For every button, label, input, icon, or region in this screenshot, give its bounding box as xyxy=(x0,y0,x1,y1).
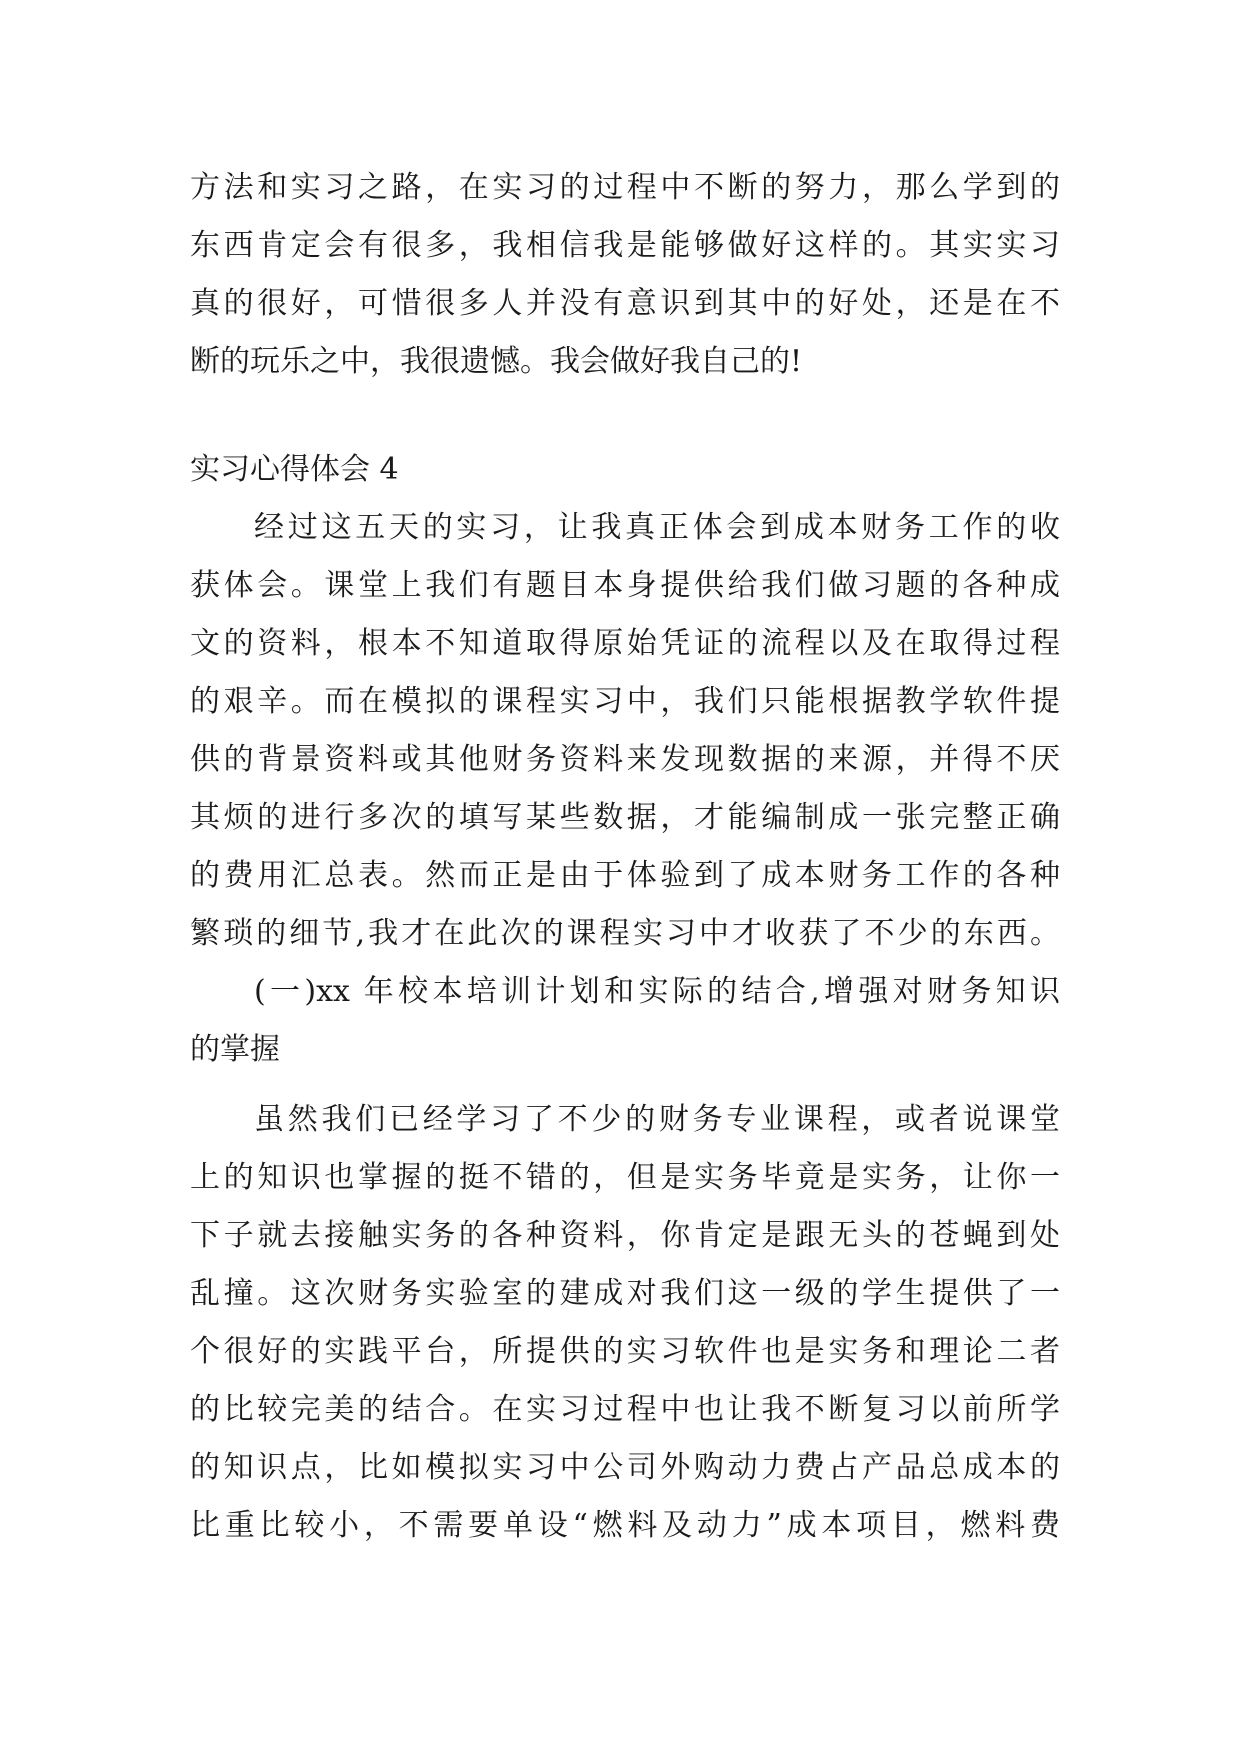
paragraph-4-line-6: 的比较完美的结合。在实习过程中也让我不断复习以前所学 xyxy=(190,1392,1060,1427)
paragraph-1-line-4: 断的玩乐之中，我很遗憾。我会做好我自己的! xyxy=(190,344,803,379)
paragraph-4-line-4: 乱撞。这次财务实验室的建成对我们这一级的学生提供了一 xyxy=(190,1276,1060,1311)
paragraph-2-line-7: 的费用汇总表。然而正是由于体验到了成本财务工作的各种 xyxy=(190,858,1060,893)
paragraph-2-line-6: 其烦的进行多次的填写某些数据，才能编制成一张完整正确 xyxy=(190,800,1060,835)
paragraph-1-line-1: 方法和实习之路，在实习的过程中不断的努力，那么学到的 xyxy=(190,170,1060,205)
paragraph-4-line-1: 虽然我们已经学习了不少的财务专业课程，或者说课堂 xyxy=(254,1102,1060,1137)
paragraph-2-line-4: 的艰辛。而在模拟的课程实习中，我们只能根据教学软件提 xyxy=(190,684,1060,719)
paragraph-2-line-8: 繁琐的细节,我才在此次的课程实习中才收获了不少的东西。 xyxy=(190,916,1060,951)
paragraph-2-line-2: 获体会。课堂上我们有题目本身提供给我们做习题的各种成 xyxy=(190,568,1060,603)
paragraph-4-line-7: 的知识点，比如模拟实习中公司外购动力费占产品总成本的 xyxy=(190,1450,1060,1485)
paragraph-4-line-2: 上的知识也掌握的挺不错的，但是实务毕竟是实务，让你一 xyxy=(190,1160,1060,1195)
paragraph-2-line-1: 经过这五天的实习，让我真正体会到成本财务工作的收 xyxy=(254,510,1060,545)
paragraph-1-line-2: 东西肯定会有很多，我相信我是能够做好这样的。其实实习 xyxy=(190,228,1060,263)
paragraph-4-line-3: 下子就去接触实务的各种资料，你肯定是跟无头的苍蝇到处 xyxy=(190,1218,1060,1253)
paragraph-2-line-5: 供的背景资料或其他财务资料来发现数据的来源，并得不厌 xyxy=(190,742,1060,777)
section-heading: 实习心得体会 4 xyxy=(190,452,399,487)
paragraph-2-line-3: 文的资料，根本不知道取得原始凭证的流程以及在取得过程 xyxy=(190,626,1060,661)
paragraph-1-line-3: 真的很好，可惜很多人并没有意识到其中的好处，还是在不 xyxy=(190,286,1060,321)
paragraph-4-line-8: 比重比较小，不需要单设“燃料及动力”成本项目，燃料费 xyxy=(190,1508,1060,1543)
paragraph-3-line-1: (一)xx 年校本培训计划和实际的结合,增强对财务知识 xyxy=(254,974,1060,1009)
paragraph-4-line-5: 个很好的实践平台，所提供的实习软件也是实务和理论二者 xyxy=(190,1334,1060,1369)
paragraph-3-line-2: 的掌握 xyxy=(190,1032,280,1067)
